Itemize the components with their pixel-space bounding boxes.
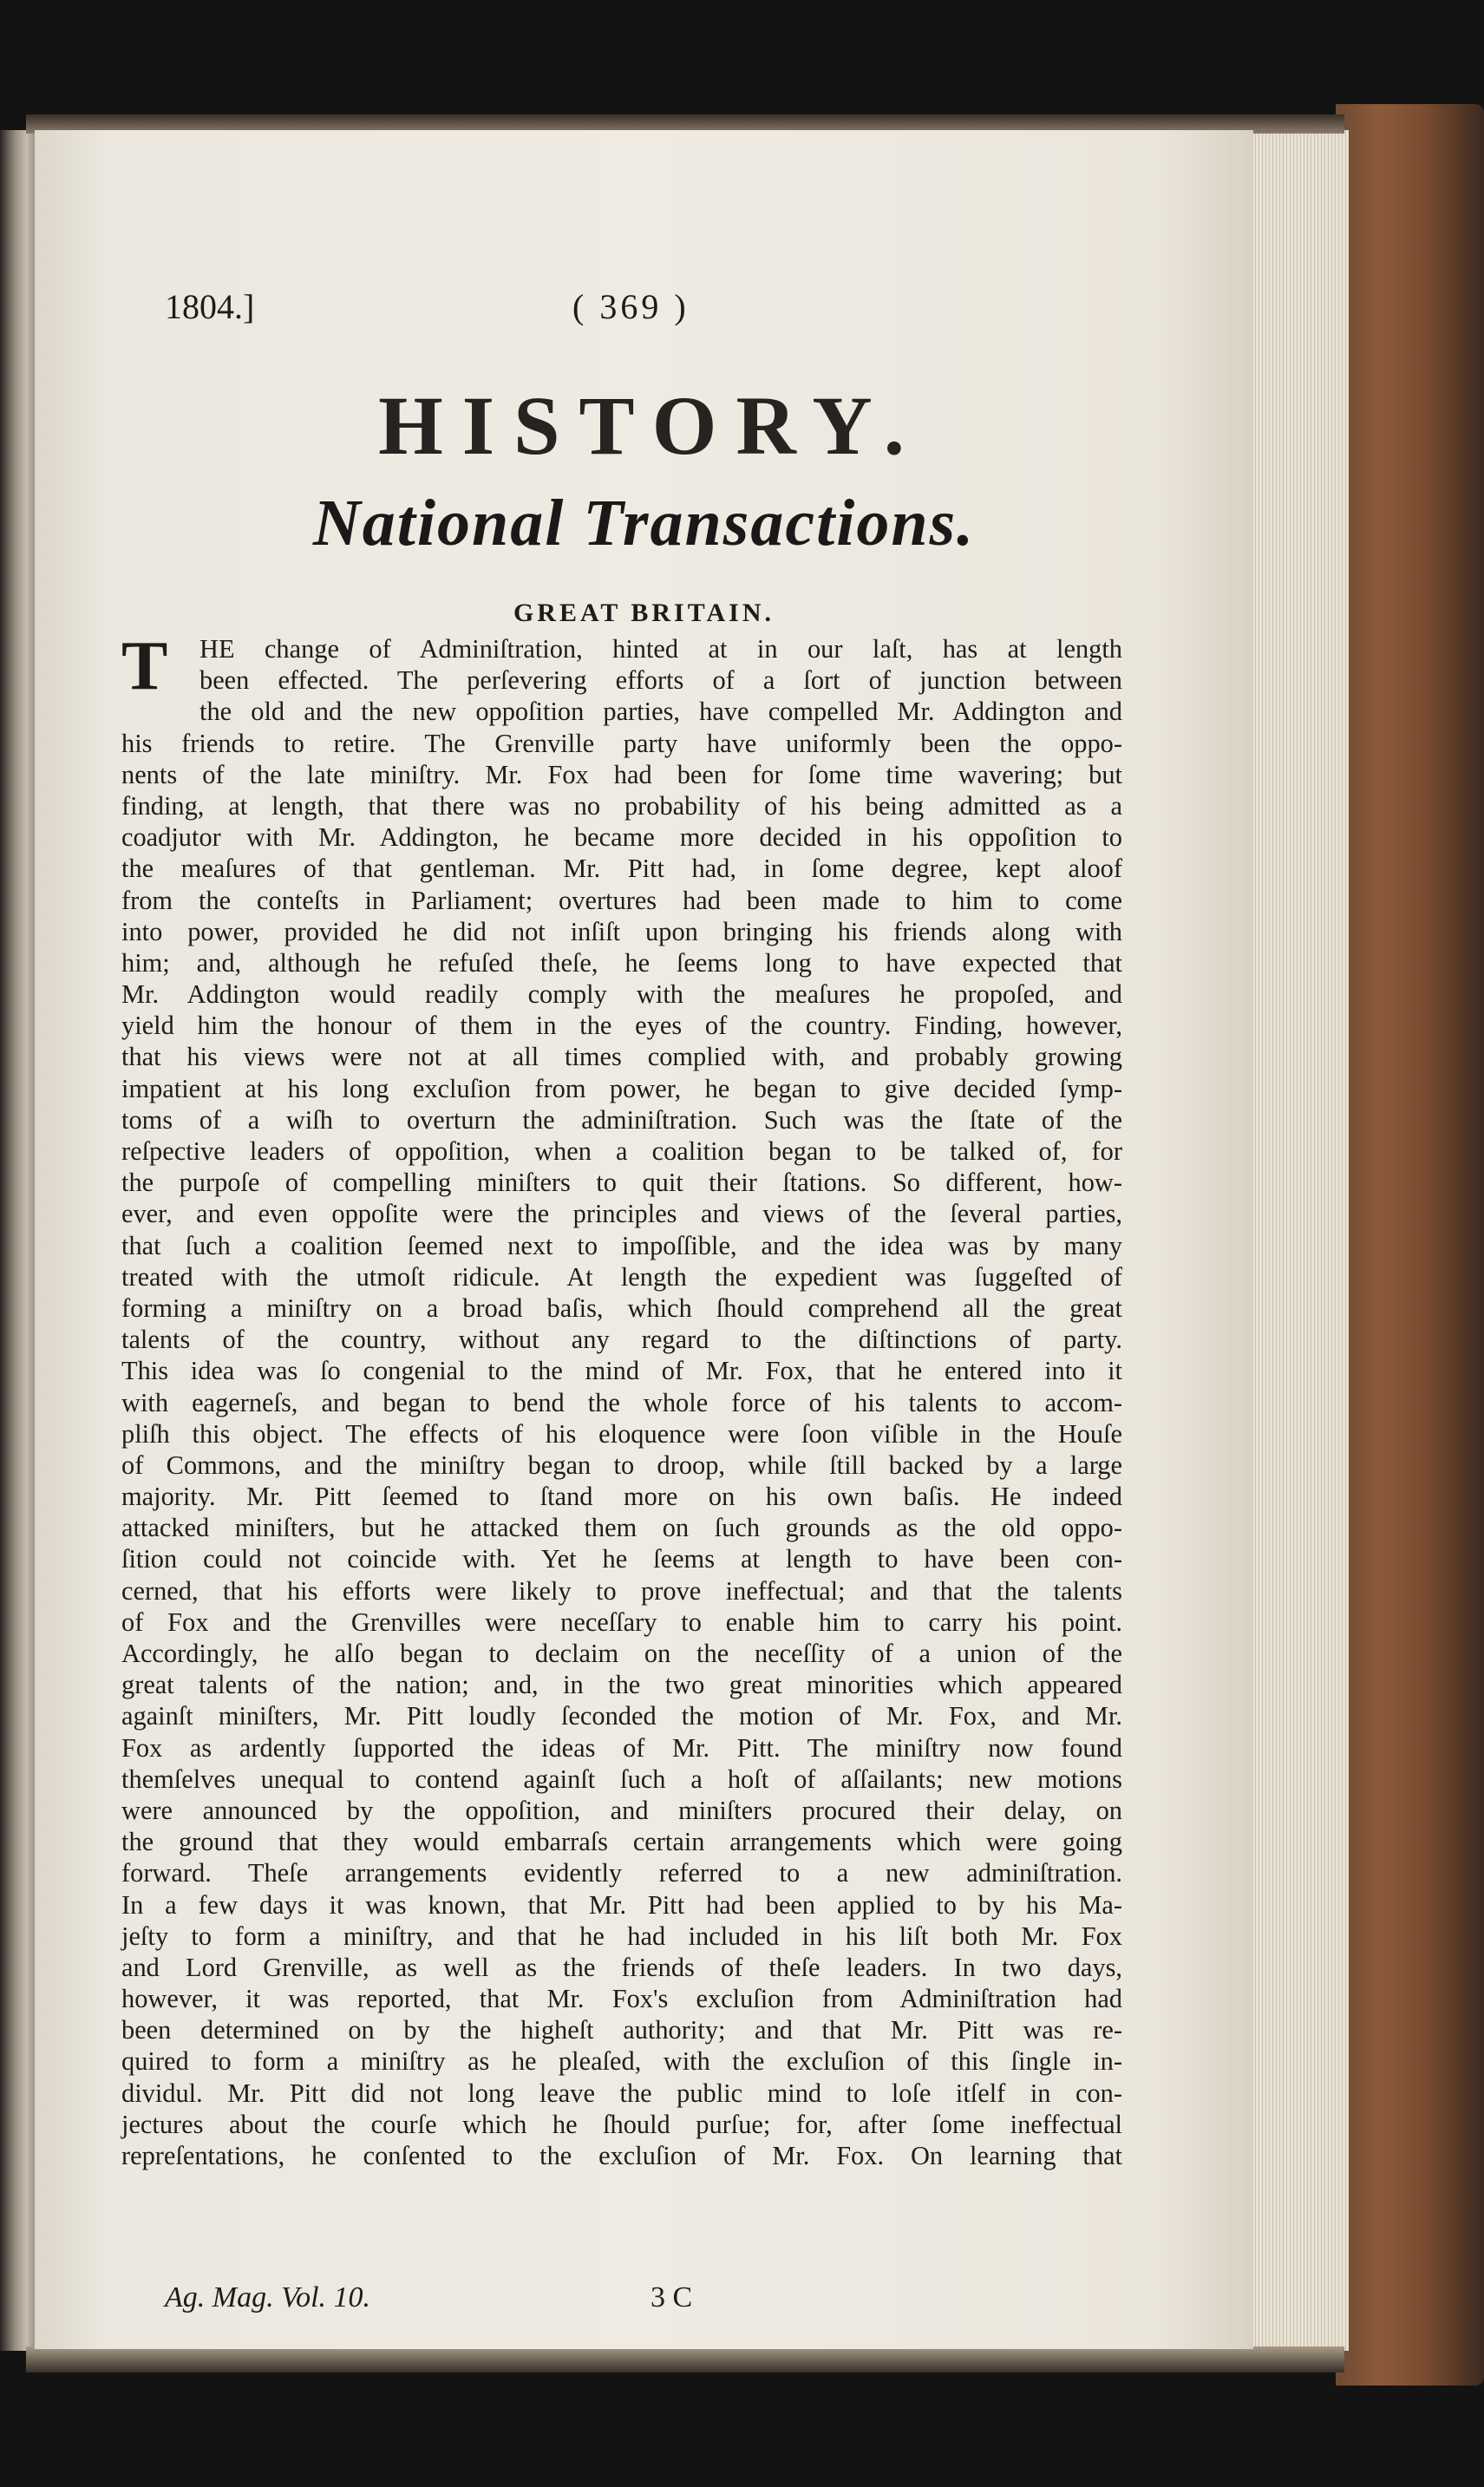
text-line: toms of a wiſh to overturn the adminiſtration. Such was the ſtate of the: [121, 1104, 1122, 1135]
text-line: themſelves unequal to contend againſt ſuch a hoſt of aſſailants; new motions: [121, 1764, 1122, 1794]
text-line: nents of the late miniſtry. Mr. Fox had been for ſome time wavering; but: [121, 759, 1122, 789]
page-number: ( 369 ): [572, 287, 690, 326]
text-line: with eagerneſs, and began to bend the whole force of his talents to accom-: [121, 1387, 1122, 1417]
text-line: majority. Mr. Pitt ſeemed to ſtand more on his own baſis. He indeed: [121, 1482, 1122, 1512]
text-line: the purpoſe of compelling miniſters to quit their ſtations. So different, how-: [121, 1168, 1122, 1198]
text-line: Mr. Addington would readily comply with the meaſures he propoſed, and: [121, 979, 1122, 1010]
text-line: were announced by the oppoſition, and miniſters procured their delay, on: [121, 1795, 1122, 1825]
text-line: In a few days it was known, that Mr. Pitt had been applied to by his Ma-: [121, 1889, 1122, 1920]
text-line: repreſentations, he conſented to the excluſion of Mr. Fox. On learning that: [121, 2141, 1122, 2170]
text-line: pliſh this object. The effects of his eloquence were ſoon viſible in the Houſe: [121, 1418, 1122, 1449]
section-heading: GREAT BRITAIN.: [513, 599, 775, 627]
text-line: HE change of Adminiſtration, hinted at in our laſt, has at length: [199, 634, 1122, 664]
page-footer: [165, 2281, 1032, 2325]
page-title: HISTORY.: [378, 379, 924, 472]
text-line: been effected. The perſevering efforts of a ſort of junction between: [199, 665, 1122, 696]
text-line: the old and the new oppoſition parties, have compelled Mr. Addington and: [199, 697, 1122, 727]
running-head: [165, 286, 1119, 338]
text-line: jectures about the courſe which he ſhould purſue; for, after ſome ineffectual: [121, 2109, 1122, 2139]
text-line: of Fox and the Grenvilles were neceſſary to enable him to carry his point.: [121, 1607, 1122, 1637]
text-line: the meaſures of that gentleman. Mr. Pitt had, in ſome degree, kept aloof: [121, 854, 1122, 884]
text-line: treated with the utmoſt ridicule. At length the expedient was ſuggeſted of: [121, 1261, 1122, 1292]
text-line: the ground that they would embarraſs certain arrangements which were going: [121, 1827, 1122, 1857]
page-subtitle: National Transactions.: [312, 487, 976, 560]
page: [35, 130, 1253, 2349]
bottom-shadow-band: [26, 2346, 1344, 2372]
text-line: yield him the honour of them in the eyes of the country. Finding, however,: [121, 1011, 1122, 1041]
text-line: Fox as ardently ſupported the ideas of Mr. Pitt. The miniſtry now found: [121, 1732, 1122, 1763]
text-line: been determined on by the higheſt authority; and that Mr. Pitt was re-: [121, 2015, 1122, 2045]
text-line: talents of the country, without any regard to the diſtinctions of party.: [121, 1325, 1122, 1355]
text-line: coadjutor with Mr. Addington, he became more decided in his oppoſition to: [121, 822, 1122, 853]
text-line: This idea was ſo congenial to the mind of Mr. Fox, that he entered into it: [121, 1356, 1122, 1386]
text-line: his friends to retire. The Grenville party have uniformly been the oppo-: [121, 728, 1122, 758]
text-line: into power, provided he did not inſiſt upon bringing his friends along with: [121, 916, 1122, 946]
text-line: forward. Theſe arrangements evidently referred to a new adminiſtration.: [121, 1858, 1122, 1888]
text-line: great talents of the nation; and, in the two great minorities which appeared: [121, 1670, 1122, 1700]
text-line: that ſuch a coalition ſeemed next to impoſſible, and the idea was by many: [121, 1230, 1122, 1260]
book-cover-edge: [1336, 104, 1484, 2386]
page-stack-edge: [1249, 130, 1349, 2351]
text-line: him; and, although he refuſed theſe, he ſeems long to have expected that: [121, 947, 1122, 978]
text-line: finding, at length, that there was no probability of his being admitted as a: [121, 790, 1122, 821]
text-line: ever, and even oppoſite were the principles and views of the ſeveral parties,: [121, 1199, 1122, 1229]
text-line: quired to form a miniſtry as he pleaſed, with the excluſion of this ſingle in-: [121, 2046, 1122, 2077]
text-line: jeſty to form a miniſtry, and that he had included in his liſt both Mr. Fox: [121, 1921, 1122, 1951]
left-page-edge: [0, 130, 38, 2351]
text-line: attacked miniſters, but he attacked them on ſuch grounds as the old oppo-: [121, 1513, 1122, 1543]
text-line: however, it was reported, that Mr. Fox's excluſion from Adminiſtration had: [121, 1984, 1122, 2014]
article-body: [121, 628, 1122, 2171]
text-line: cerned, that his efforts were likely to prove ineffectual; and that the talents: [121, 1575, 1122, 1606]
footer-signature: Ag. Mag. Vol. 10.: [165, 2281, 371, 2314]
text-line: ſition could not coincide with. Yet he ſeems at length to have been con-: [121, 1544, 1122, 1574]
signature-mark: 3 C: [650, 2281, 693, 2314]
text-line: Accordingly, he alſo began to declaim on the neceſſity of a union of the: [121, 1639, 1122, 1668]
text-line: dividul. Mr. Pitt did not long leave the public mind to loſe itſelf in con-: [121, 2078, 1122, 2108]
text-line: againſt miniſters, Mr. Pitt loudly ſeconded the motion of Mr. Fox, and Mr.: [121, 1701, 1122, 1731]
text-line: and Lord Grenville, as well as the friends of theſe leaders. In two days,: [121, 1952, 1122, 1982]
drop-cap: T: [121, 628, 168, 704]
text-line: that his views were not at all times complied with, and probably growing: [121, 1042, 1122, 1072]
text-line: forming a miniſtry on a broad baſis, which ſhould comprehend all the great: [121, 1293, 1122, 1323]
text-line: reſpective leaders of oppoſition, when a coalition began to be talked of, for: [121, 1136, 1122, 1166]
running-head-year: 1804.]: [165, 287, 255, 326]
text-line: of Commons, and the miniſtry began to droop, while ſtill backed by a large: [121, 1450, 1122, 1480]
text-line: impatient at his long excluſion from power, he began to give decided ſymp-: [121, 1073, 1122, 1103]
text-line: from the conteſts in Parliament; overtures had been made to him to come: [121, 885, 1122, 915]
